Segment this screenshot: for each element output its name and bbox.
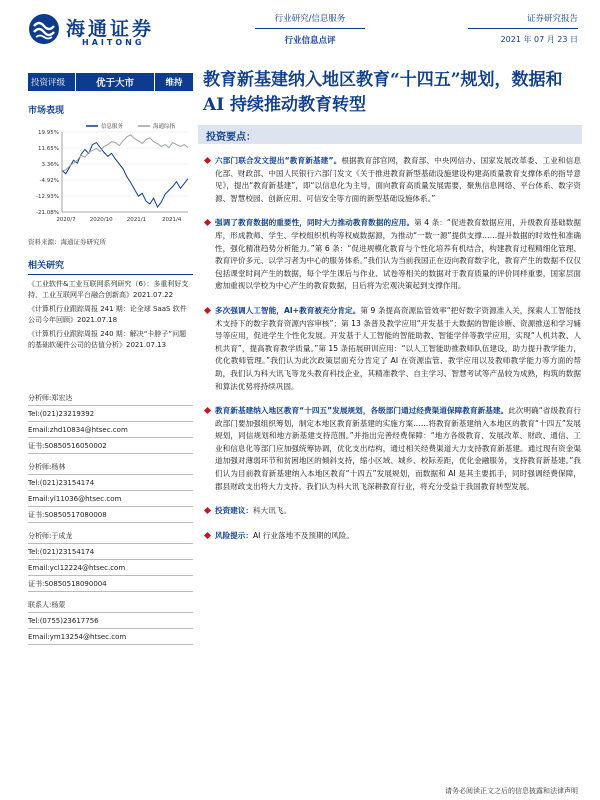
bullet-icon	[204, 157, 211, 164]
paragraph-text: AI 行业落地不及预期的风险。	[252, 530, 354, 540]
related-item[interactable]: 《计算机行业跟踪周报 240 期：解决“卡脖子”问题的基础软硬件公司的估值分析》2021.07.13	[28, 330, 187, 349]
key-points-title: 投资要点：	[206, 132, 256, 143]
header-meta-block	[468, 12, 578, 45]
contact-name: 联系人:杨蒙	[28, 600, 193, 613]
analyst-tel: Tel:(021)23219392	[28, 409, 193, 422]
header-divider-right	[468, 28, 578, 29]
logo-english-name: HAITONG	[82, 38, 145, 47]
header-divider	[255, 28, 365, 29]
paragraph-text: 此次明确“省级教育行政部门要加强组织筹划，制定本地区教育新基建的实施方案……将教育新基建纳入本地区的教育“十四五”发展规划，同信规划和地方新基建支持范围。”并指出完善经费保障：“地方各级教育、发展改革、财政、通信、工业和信息化等部门应加强统筹协调，优化支出结构，通过相关经费渠道大力支持教育新基建。通过现有资金渠道加强对薄弱环节和贫困地区的倾斜支持，缩小区域、城乡、校际差距，优化金融服务，支持教育新基建。”我们认为目前教育新基建纳入本地区教育“十四五”发展规划，而数据和 AI 是其主要抓手，同时强调经费保障，郡县财政支出将大力支持。我们认为科大讯飞深耕教育行业，将充分受益于我国教育转型发展。	[215, 406, 581, 491]
x-tick-label: 2020/7	[56, 217, 76, 223]
bullet-icon	[204, 532, 211, 539]
analyst-card	[28, 393, 193, 454]
key-points-bar	[198, 125, 582, 144]
chart-source: 资料来源：海通证券研究所	[28, 238, 106, 246]
analyst-cert: 证书:S0850517080008	[28, 510, 193, 523]
sidebar	[28, 73, 193, 653]
logo-chinese-name: 海通证券	[66, 18, 155, 40]
report-type: 证券研究报告	[526, 14, 578, 24]
y-tick-label: 3.36%	[41, 162, 59, 168]
analyst-name: 分析师:郑宏达	[28, 393, 193, 406]
investment-advice	[203, 505, 581, 518]
haitong-logo-icon	[28, 13, 60, 45]
x-tick-label: 2020/10	[89, 217, 113, 223]
rating-change: 维持	[165, 78, 183, 88]
legend-label: 信息服务	[101, 124, 124, 130]
contact-email[interactable]: Email:ym13254@htsec.com	[28, 632, 193, 645]
analyst-tel: Tel:(021)23154174	[28, 547, 193, 560]
bullet-icon	[204, 307, 211, 314]
y-tick-label: 19.95%	[38, 130, 59, 136]
paragraph-lead: 强调了教育数据的重要性，同时大力推动教育数据的应用。	[215, 218, 415, 228]
market-performance-title: 市场表现	[28, 106, 65, 116]
paragraph	[203, 305, 581, 393]
bullet-icon	[204, 219, 211, 226]
paragraph-text: 科大讯飞。	[252, 506, 291, 516]
x-tick-label: 2021/1	[126, 217, 147, 223]
paragraph-lead: 风险提示：	[215, 530, 253, 540]
series-line-haitong-index	[62, 135, 188, 171]
contact-card	[28, 600, 193, 645]
report-date: 2021 年 07 月 23 日	[500, 35, 578, 44]
analyst-name: 分析师:于成龙	[28, 531, 193, 544]
analyst-email[interactable]: Email:zhd10834@htsec.com	[28, 425, 193, 438]
paragraph-text: 根据教育部官网，教育部、中央网信办、国家发展改革委、工业和信息化部、财政部、中国人民银行六部门发文《关于推进教育新型基础设施建设构建高质量教育支撑体系的指导意见》，提出“教育新基建”，即“以信息化为主导，面向教育高质量发展需要，聚焦信息网络、平台体系、数字资源、智慧校园、创新应用、可信安全等方面的新型基础设施体系。”	[215, 156, 581, 203]
related-research-list	[28, 279, 193, 351]
analyst-tel: Tel:(021)23154174	[28, 478, 193, 491]
paragraph-lead: 投资建议：	[215, 506, 253, 516]
disclaimer-footer: 请务必阅读正文之后的信息披露和法律声明	[445, 787, 578, 795]
y-tick-label: 11.65%	[38, 146, 59, 152]
market-performance-chart	[28, 122, 193, 227]
report-body	[203, 155, 581, 554]
bullet-icon	[204, 407, 211, 414]
analyst-card	[28, 531, 193, 592]
paragraph-text: 第 4 条：“促进教育数据应用，升级教育基础数据库，形成教师、学生、学校组织机构等权威数据源，为推动“一数一源”提供支撑……提升数据的时效性和准确性，强化精准趋势分析能力。”第 6 条：“促进规模化教育与个性化培养有机结合，构建教育过程精细化管理、教育评价多元、以学习者为中心的服务体系。”我们认为当前我国正在迈向教育数字化，教育产生的数据不仅仅包括课堂时间产生的数据，每个学生课后与作业、试卷等相关的数据对于教育质量的评价同样重要，国家层面愈加重视以学校为中心产生的教育数据，日后将为宏观决策起到支撑作用。	[215, 218, 582, 291]
report-title: 教育新基建纳入地区教育“十四五”规划，数据和 AI 持续推动教育转型	[203, 70, 563, 115]
rating-label: 投资评级	[28, 73, 76, 91]
header-subtype: 行业信息点评	[284, 36, 336, 46]
paragraph-lead: 多次强调人工智能，AI+教育被充分肯定。	[215, 305, 361, 315]
series-line-info-services	[62, 143, 188, 207]
header-category: 行业研究/信息服务	[274, 14, 346, 24]
analyst-card	[28, 462, 193, 523]
analyst-cert: 证书:S0850518090004	[28, 579, 193, 592]
y-tick-label: -12.93%	[36, 194, 59, 200]
related-item[interactable]: 《计算机行业跟踪周报 241 期：论全球 SaaS 软件公司今年回顾》2021.07.18	[28, 305, 187, 324]
paragraph-lead: 六部门联合发文提出“教育新基建”。	[215, 156, 342, 165]
y-tick-label: -21.08%	[36, 210, 59, 216]
rating-bar	[28, 73, 193, 91]
analyst-list	[28, 393, 193, 645]
header-category-block	[255, 12, 365, 46]
haitong-logo	[28, 10, 203, 50]
analyst-email[interactable]: Email:ycl12224@htsec.com	[28, 563, 193, 576]
analyst-cert: 证书:S0850516050002	[28, 441, 193, 454]
paragraph-text: 第 9 条提高资源监管效率“把好数字资源准入关，探索人工智能技术支持下的数字教育资源内容审核”；第 13 条普及教学应用“开发基于大数据的智能诊断、资源推送和学习辅导等应用，促进学生个性化发展。开发基于人工智能的智能助教、智能学伴等教学应用，实现“人机共教、人机共育”，提高教育教学质量。”第 15 条拓展研训应用：“以人工智能助推教师队伍建设，助力提升教学能力，优化教师管理。”我们认为此次政策层面充分肯定了 AI 在资源监管、教学应用以及教师教学能力等方面的帮助，我们认为科大讯飞等龙头教育科技企业，其精准教学、自主学习、智慧考试等产品较为成熟，构筑的数据和算法优势将持续巩固。	[215, 305, 581, 391]
related-item[interactable]: 《工业软件&工业互联网系列研究（6）：多重利好支持，工业互联网平台融合创新高》2021.07.22	[28, 280, 189, 299]
risk-warning	[203, 530, 581, 543]
paragraph	[203, 155, 581, 205]
bullet-icon	[204, 507, 211, 514]
paragraph	[203, 217, 581, 293]
analyst-name: 分析师:杨林	[28, 462, 193, 475]
paragraph-lead: 教育新基建纳入地区教育“十四五”发展规划，各级部门通过经费渠道保障教育新基建。	[215, 406, 509, 416]
related-research-title: 相关研究	[28, 258, 193, 275]
page-header	[0, 0, 600, 58]
y-tick-label: -4.92%	[39, 178, 59, 184]
analyst-email[interactable]: Email:yl11036@htsec.com	[28, 494, 193, 507]
contact-tel: Tel:(0755)23617756	[28, 616, 193, 629]
market-chart-svg	[28, 122, 193, 227]
paragraph	[203, 405, 581, 493]
legend-label: 海通综指	[153, 124, 176, 130]
rating-value: 优于大市	[76, 73, 155, 91]
x-tick-label: 2021/4	[161, 217, 182, 223]
